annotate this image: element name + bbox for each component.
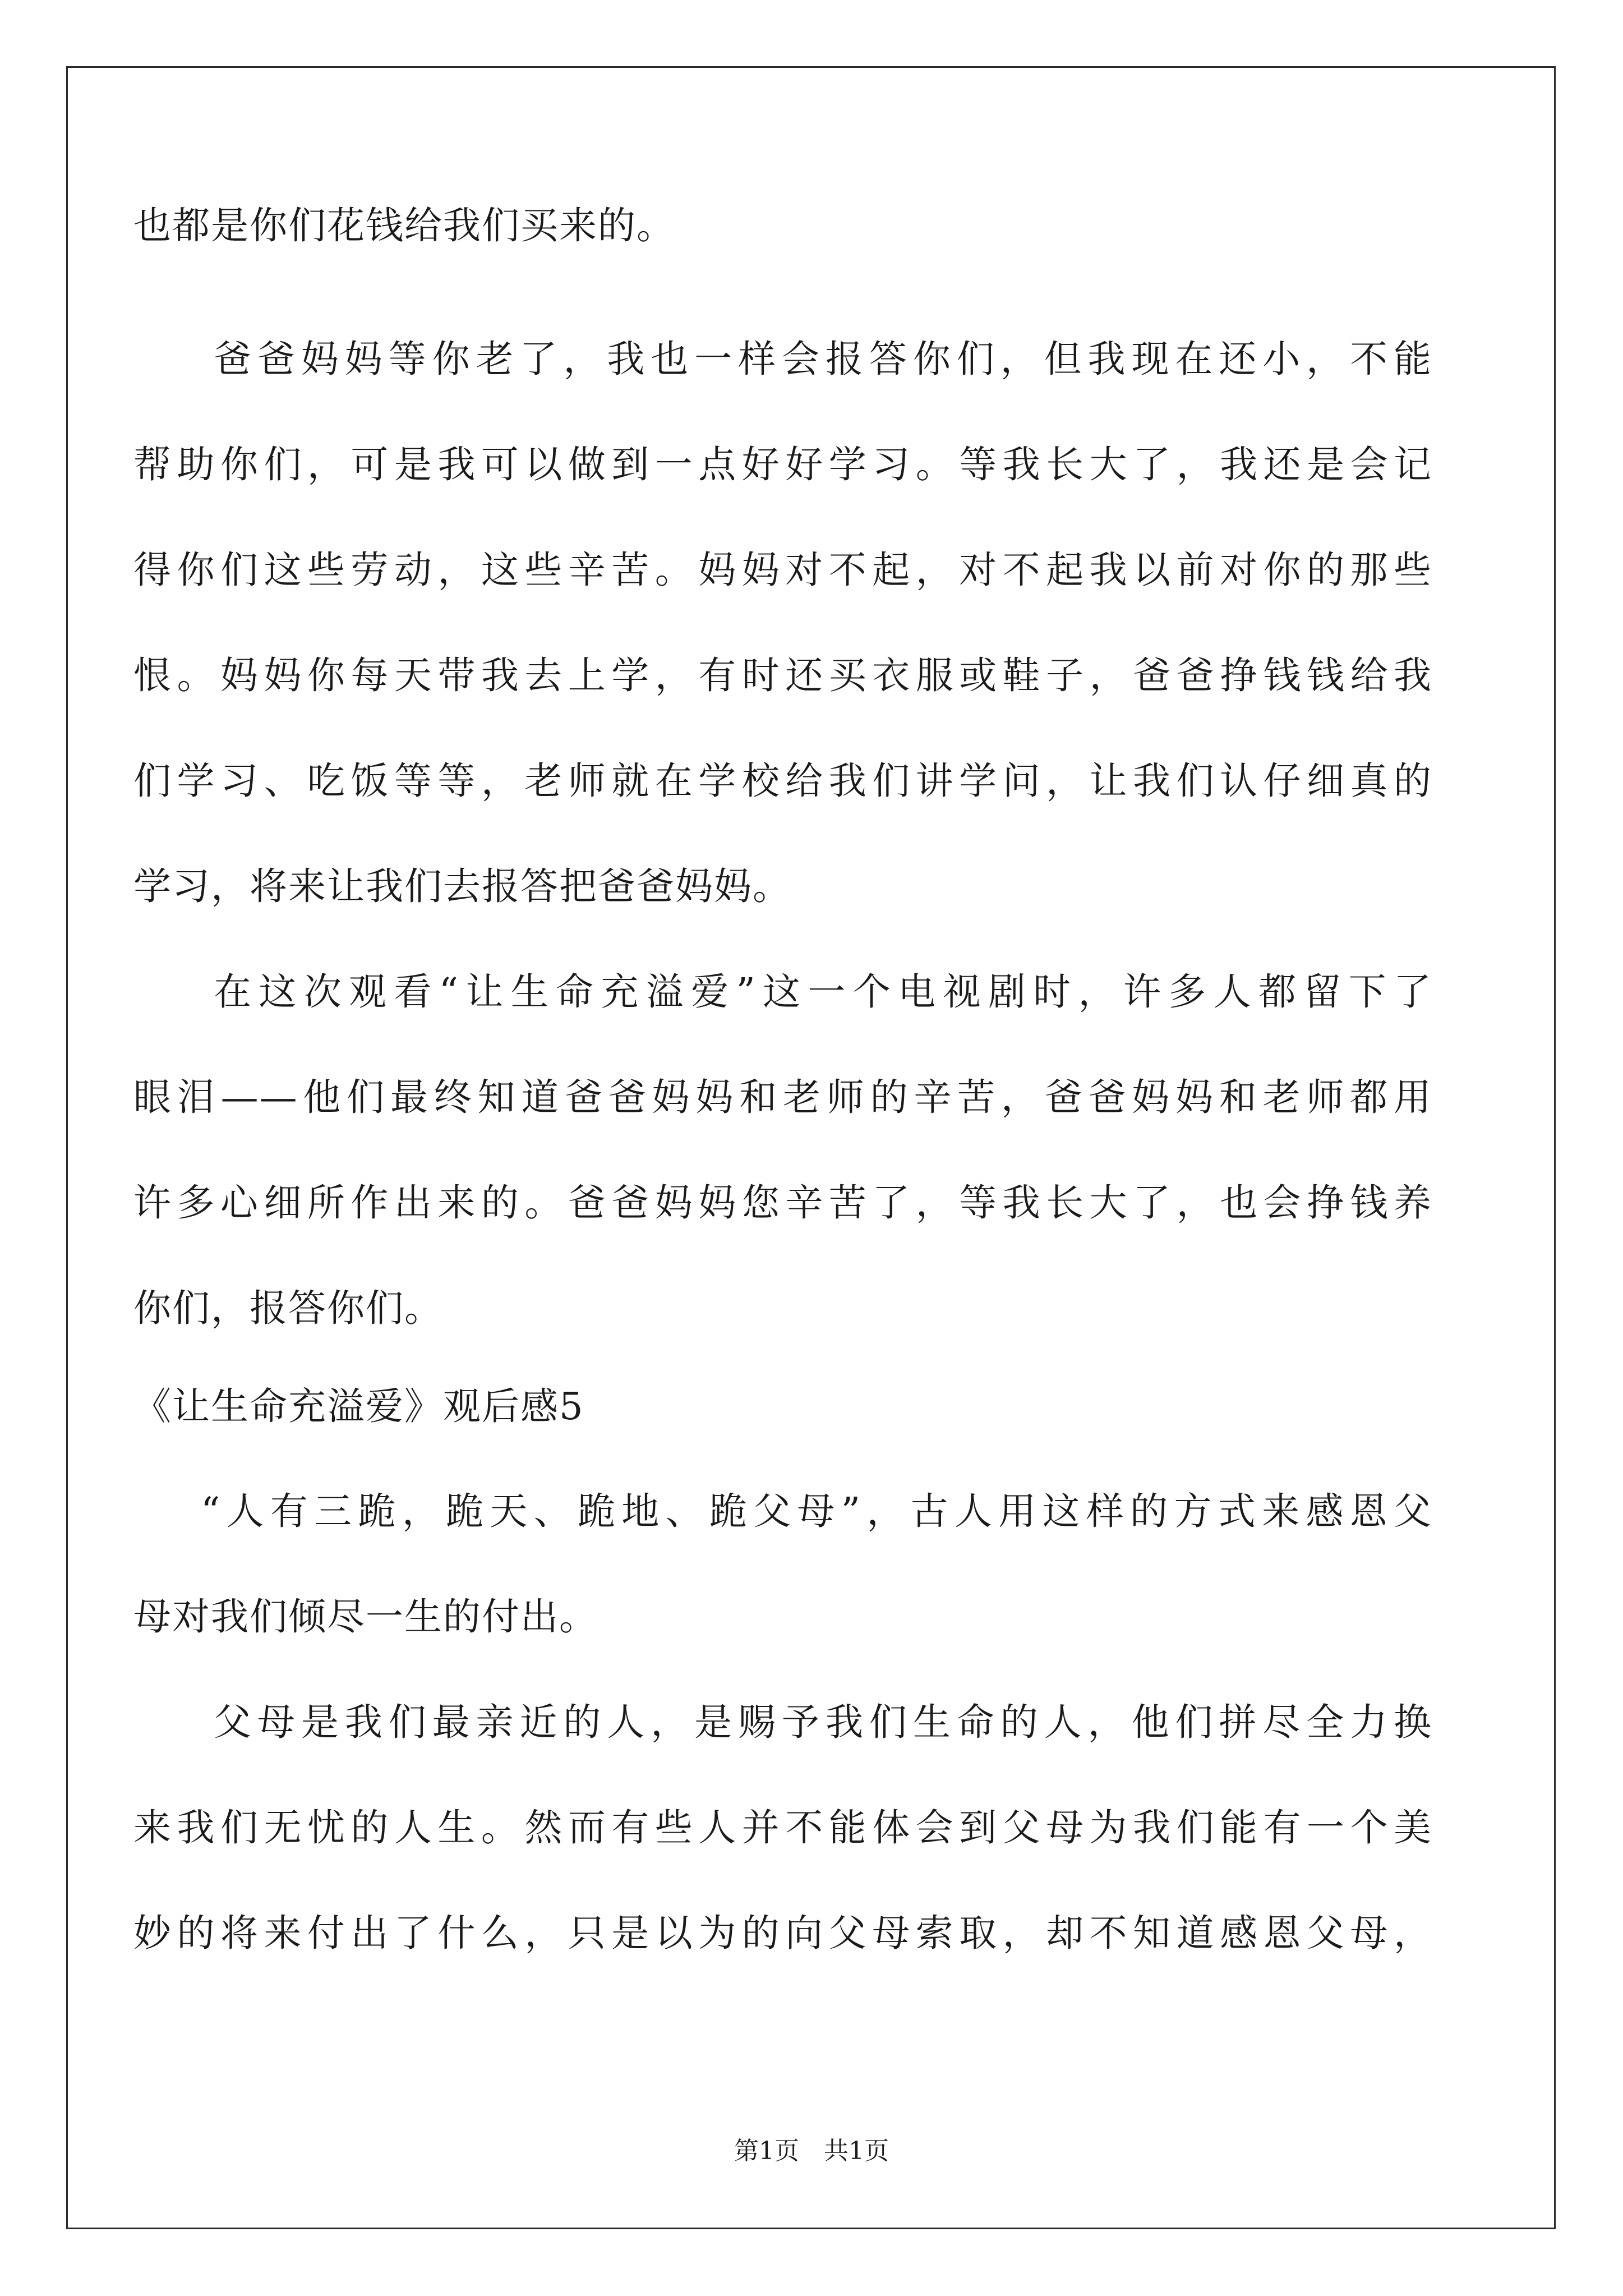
text-line: 母对我们倾尽一生的付出。 xyxy=(133,1595,598,1639)
text-line: 们学习、吃饭等等，老师就在学校给我们讲学问，让我们认仔细真的 xyxy=(133,759,1432,803)
text-line: 也都是你们花钱给我们买来的。 xyxy=(133,204,675,247)
text-line: 来我们无忧的人生。然而有些人并不能体会到父母为我们能有一个美 xyxy=(133,1806,1432,1849)
text-line: 爸爸妈妈等你老了，我也一样会报答你们，但我现在还小，不能 xyxy=(214,337,1432,381)
text-line: 恨。妈妈你每天带我去上学，有时还买衣服或鞋子，爸爸挣钱钱给我 xyxy=(133,654,1432,697)
text-line: 许多心细所作出来的。爸爸妈妈您辛苦了，等我长大了，也会挣钱养 xyxy=(133,1181,1432,1225)
text-line: 父母是我们最亲近的人，是赐予我们生命的人，他们拼尽全力换 xyxy=(214,1700,1432,1744)
text-line: 妙的将来付出了什么，只是以为的向父母索取，却不知道感恩父母， xyxy=(133,1911,1432,1955)
text-line: 得你们这些劳动，这些辛苦。妈妈对不起，对不起我以前对你的那些 xyxy=(133,548,1432,592)
text-line: 你们，报答你们。 xyxy=(133,1286,443,1330)
text-line: 在这次观看“让生命充溢爱”这一个电视剧时，许多人都留下了 xyxy=(214,970,1432,1014)
text-line: “人有三跪，跪天、跪地、跪父母”，古人用这样的方式来感恩父 xyxy=(201,1489,1432,1533)
text-line: 学习，将来让我们去报答把爸爸妈妈。 xyxy=(133,864,791,908)
text-line: 眼泪——他们最终知道爸爸妈妈和老师的辛苦，爸爸妈妈和老师都用 xyxy=(133,1075,1432,1119)
text-line: 帮助你们，可是我可以做到一点好好学习。等我长大了，我还是会记 xyxy=(133,443,1432,486)
page-number-footer: 第1页 共1页 xyxy=(734,2137,889,2165)
section-heading: 《让生命充溢爱》观后感5 xyxy=(133,1384,584,1428)
